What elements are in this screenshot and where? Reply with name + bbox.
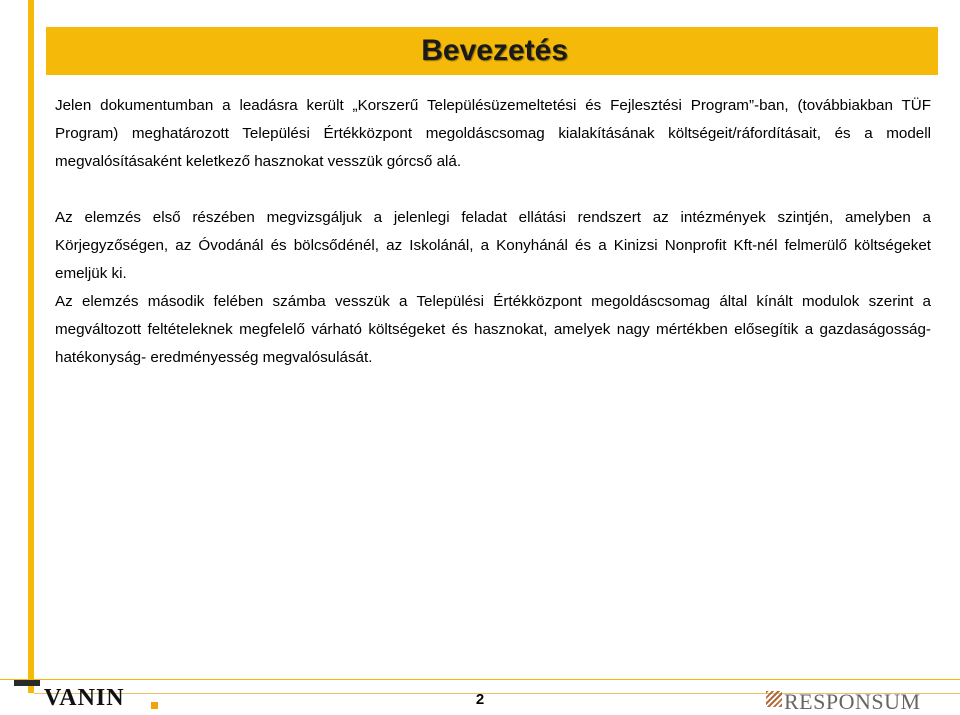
title-band — [46, 27, 938, 75]
intro-paragraph: Jelen dokumentumban a leadásra került „Korszerű Településüzemeltetési és Fejlesztési Program”-ban, (továbbiakban TÜF Program) meghatározott Települési Értékközpont megoldáscsomag kialakításának költségeit/ráfordításait, és a modell megvalósításaként keletkező hasznokat vesszük górcső alá. — [55, 97, 931, 170]
vanin-logo: VANIN — [44, 685, 125, 711]
footer-corner-mark — [14, 680, 40, 686]
left-accent-bar — [28, 0, 34, 693]
footer-divider — [0, 679, 960, 680]
document-body — [55, 92, 931, 372]
page-title: Bevezetés — [421, 34, 568, 67]
responsum-icon — [766, 691, 782, 707]
responsum-logo — [760, 690, 956, 712]
page-number: 2 — [475, 691, 485, 708]
first-part-paragraph: Az elemzés első részében megvizsgáljuk a jelenlegi feladat ellátási rendszert az intézmények szintjén, amelyben a Körjegyzőségen, az Óvodánál és bölcsődénél, az Iskolánál, a Konyhánál és a Kinizsi Nonprofit Kft-nél felmerülő költségeket emeljük ki. — [55, 209, 931, 282]
second-part-paragraph: Az elemzés második felében számba vesszük a Települési Értékközpont megoldáscsomag által kínált modulok szerint a megváltozott feltételeknek megfelelő várható költségeket és hasznokat, amelyek nagy mértékben elősegítik a gazdaságosság- hatékonyság- eredményesség megvalósulását. — [55, 293, 931, 366]
responsum-logo-text: RESPONSUM — [784, 689, 921, 714]
